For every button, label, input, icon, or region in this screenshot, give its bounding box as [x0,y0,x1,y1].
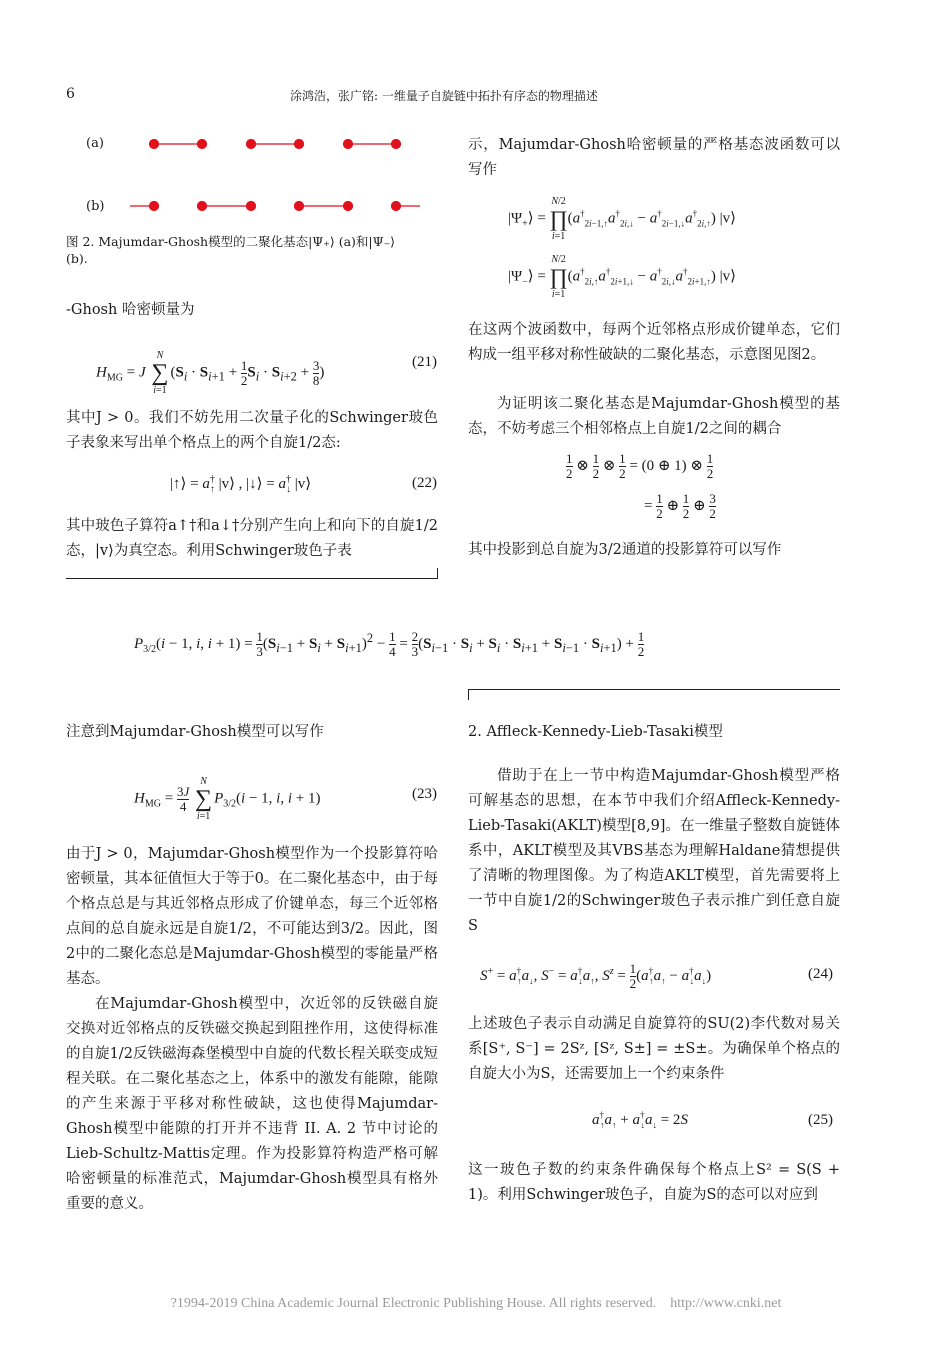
running-title: 涂鸿浩，张广铭: 一维量子自旋链中拓扑有序态的物理描述 [290,89,598,103]
dimer-diagram [66,125,446,225]
spin-site [247,202,256,211]
spin-site [392,140,401,149]
equation-25-number: (25) [808,1112,833,1128]
caption-line-1: 图 2. Majumdar-Ghosh模型的二聚化基态|Ψ₊⟩ (a)和|Ψ₋⟩ [66,234,396,249]
left-paragraph-2: 其中玻色子算符a↑†和a↓†分别产生向上和向下的自旋1/2态，|v⟩为真空态。利用Schwinger玻色子表 [66,518,438,559]
equation-24-number: (24) [808,966,833,982]
page-number: 6 [66,86,75,102]
column-break-tick-right [468,689,469,700]
figure-2 [66,125,446,285]
equation-23-number: (23) [412,786,437,802]
spin-site [344,140,353,149]
figure-label-a: (a) [86,136,104,151]
equation-21: $H_{MG} = J$ N ∑ $i=1(S_i \cdot S_{i+1}$ + 1 $2S_i \cdot S_{i+2}$ + 3 8) [96,350,325,396]
left-paragraph-4: 由于J > 0，Majumdar-Ghosh模型作为一个投影算符哈密顿量，其本征值恒大于等于0。在二聚化基态中，由于每个格点总是与其近邻格点形成了价键单态，每三个近邻格点间的总自旋永远是自旋1/2，不可能达到3/2。因此，图2中的二聚化态总是Majumdar-Ghosh模型的零能量严格基态。 [66,846,438,987]
right-paragraph-7: 这一玻色子数的约束条件确保每个格点上S² = S(S + 1)。利用Schwinger玻色子，自旋为S的态可以对应到 [468,1162,840,1203]
spin-site [295,140,304,149]
left-paragraph-1: 其中J > 0。我们不妨先用二次量子化的Schwinger玻色子表象来写出单个格点上的两个自旋1/2态: [66,410,438,451]
right-paragraph-3-text: 为证明该二聚化基态是Majumdar-Ghosh模型的基态，不妨考虑三个相邻格点上自旋1/2之间的耦合 [468,396,840,437]
spin-site [150,202,159,211]
spin-site [150,140,159,149]
column-break-rule-left [66,578,438,579]
section-heading-aklt: 2. Affleck-Kennedy-Lieb-Tasaki模型 [468,724,723,740]
right-paragraph-5 [468,764,840,939]
equation-tensor-product: 1 2 ⊗ 1 2 ⊗ 1 2 = (0 ⊕ 1) ⊗ 1 2 [566,451,714,481]
left-intro: -Ghosh 哈密顿量为 [66,302,195,318]
figure-label-b: (b) [86,199,105,214]
right-paragraph-1: 示，Majumdar-Ghosh哈密顿量的严格基态波函数可以写作 [468,137,840,178]
equation-22: |↑⟩ = $a^\dagger_↑$ |v⟩ , |↓⟩ = $a^\dagger_↓$ |v⟩ [170,474,312,495]
spin-site [344,202,353,211]
column-break-tick-left [437,568,438,579]
equation-23: $H_{MG}$ = 3J 4 N ∑ $i=1P_{3/2}(i - 1$, i, i + 1) [134,776,321,822]
equation-24: $S^+ = a^\dagger_↑a_↓$, $S^- = a^\dagger_↓a_↑$, $S^z$ = 1 $2(a^\dagger_↑a_↑ - a^\dagger_↓a_↓)$ [480,961,712,991]
right-paragraph-3 [468,392,840,442]
equation-projector: $P_{3/2}(i - 1$, i, i + 1) = 1 $3(S_{i-1} + S_i + S_{i+1})^2$ − 1 4 = 2 $3(S_{i-1} \cdot S_i + S_i \cdot S_{i+1} + S_{i-1} \cdot S_{i+1})$ + 1 2 [134,629,645,659]
equation-25: $a^\dagger_↑a_↑ + a^\dagger_↓a_↓ = 2S$ [592,1110,688,1130]
spin-site [295,202,304,211]
figure-caption [66,233,446,267]
spin-site [392,202,401,211]
spin-site [198,140,207,149]
equation-tensor-decomposition: = 1 2 ⊕ 1 2 ⊕ 3 2 [644,491,716,521]
spin-site [198,202,207,211]
equation-21-number: (21) [412,354,437,370]
left-paragraph-3: 注意到Majumdar-Ghosh模型可以写作 [66,724,324,740]
caption-line-2: (b). [66,251,88,266]
right-paragraph-4: 其中投影到总自旋为3/2通道的投影算符可以写作 [468,542,782,558]
equation-22-number: (22) [412,475,437,491]
left-paragraph-5 [66,992,438,1217]
left-paragraph-5-text: 在Majumdar-Ghosh模型中，次近邻的反铁磁自旋交换对近邻格点的反铁磁交换起到阻挫作用，这使得标准的自旋1/2反铁磁海森堡模型中自旋的代数长程关联变成短程关联。在二聚化基态之上，体系中的激发有能隙，能隙的产生来源于平移对称性破缺，这也使得Majumdar-Ghosh模型中能隙的打开并不违背 II. A. 2 节中讨论的Lieb-Schultz-Mattis定理。作为投影算符构造严格可解哈密顿量的标准范式，Majumdar-Ghosh模型具有格外重要的意义。 [66,996,438,1212]
right-paragraph-6: 上述玻色子表示自动满足自旋算符的SU(2)李代数对易关系[S⁺, S⁻] = 2Sᶻ, [Sᶻ, S±] = ±S±。为确保单个格点的自旋大小为S，还需要加上一个约束条件 [468,1016,840,1082]
equation-psi-plus: $|\Psi_+⟩ = N/2$ ∏ $i=1(a^\dagger_{2i-1,↑}a^\dagger_{2i,↓} - a^\dagger_{2i-1,↓}a^\dagger_{2i,↑})$ |v⟩ [508,196,736,242]
spin-site [247,140,256,149]
right-paragraph-5-text: 借助于在上一节中构造Majumdar-Ghosh模型严格可解基态的思想，在本节中我们介绍Affleck-Kennedy-Lieb-Tasaki(AKLT)模型[8,9]。在一维量子整数自旋链体系中，AKLT模型及其VBS基态为理解Haldane猜想提供了清晰的物理图像。为了构造AKLT模型，首先需要将上一节中自旋1/2的Schwinger玻色子表示推广到任意自旋S [468,768,840,934]
copyright-footer: ?1994-2019 China Academic Journal Electronic Publishing House. All rights reserved. http://www.cnki.net [170,1296,782,1311]
equation-psi-minus: $|\Psi_-⟩ = N/2$ ∏ $i=1(a^\dagger_{2i,↑}a^\dagger_{2i+1,↓} - a^\dagger_{2i,↓}a^\dagger_{2i+1,↑})$ |v⟩ [508,254,736,300]
column-break-rule-right [468,689,840,690]
right-paragraph-2: 在这两个波函数中，每两个近邻格点形成价键单态，它们构成一组平移对称性破缺的二聚化基态，示意图见图2。 [468,322,840,363]
